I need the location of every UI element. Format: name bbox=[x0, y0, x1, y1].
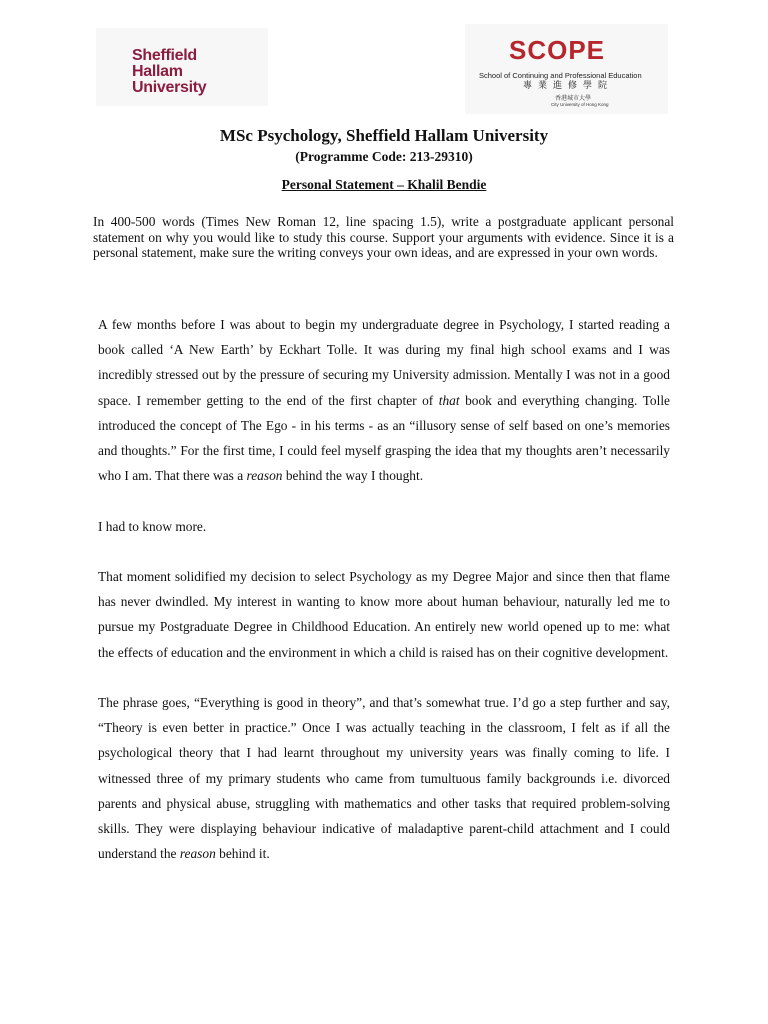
programme-code: (Programme Code: 213-29310) bbox=[295, 149, 473, 164]
essay-paragraph-4 bbox=[98, 690, 670, 866]
essay-p1-text-b: book and everything changing. Tolle introduced the concept of The Ego - in his terms - as an “illusory sense of self based on one’s memories and thoughts.” For the first time, I could feel myself grasping the idea that my thoughts aren’t necessarily who I am. That there was a bbox=[98, 392, 670, 484]
essay-p1-text-c: behind the way I thought. bbox=[282, 468, 424, 484]
scope-logo bbox=[465, 24, 668, 114]
cityu-chinese-name: 香港城市大學 bbox=[555, 95, 592, 102]
document-subtitle: Personal Statement – Khalil Bendie bbox=[281, 177, 487, 192]
essay-p4-text-a: The phrase goes, “Everything is good in theory”, and that’s somewhat true. I’d go a step further and say, “Theory is even better in practice.” Once I was actually teaching in the classroom, I felt as if all the psychological theory that I had learnt throughout my university years was finally coming to life. I witnessed three of my primary students who came from tumultuous family backgrounds i.e. divorced parents and physical abuse, struggling with mathematics and other tasks that required problem-solving skills. They were displaying behaviour indicative of maladaptive parent-child attachment and I could understand the bbox=[98, 695, 670, 862]
sheffield-hallam-wordmark bbox=[132, 48, 206, 96]
essay-p4-emphasis-reason: reason bbox=[179, 846, 216, 862]
scope-subtitle: School of Continuing and Professional Education bbox=[479, 71, 642, 80]
logo-line-hallam: Hallam bbox=[132, 63, 183, 80]
scope-chinese-name: 專業進修學院 bbox=[523, 81, 614, 91]
essay-paragraph-1 bbox=[98, 312, 670, 488]
scope-wordmark: SCOPE bbox=[509, 35, 606, 65]
essay-p1-text-a: A few months before I was about to begin my undergraduate degree in Psychology, I started reading a book called ‘A New Earth’ by Eckhart Tolle. It was during my final high school exams and I was incredibly stressed out by the pressure of securing my University admission. Mentally I was not in a good space. I remember getting to the end of the first chapter of bbox=[98, 317, 670, 408]
logo-line-sheffield: Sheffield bbox=[132, 47, 197, 64]
essay-paragraph-2: I had to know more. bbox=[98, 518, 207, 534]
essay-body bbox=[98, 312, 670, 866]
sheffield-hallam-logo bbox=[96, 28, 268, 106]
essay-p4-text-b: behind it. bbox=[215, 846, 270, 862]
document-title: MSc Psychology, Sheffield Hallam University bbox=[219, 126, 549, 145]
essay-p1-emphasis-reason: reason bbox=[246, 468, 283, 484]
cityu-english-name: City University of Hong Kong bbox=[551, 102, 609, 107]
instructions-paragraph: In 400-500 words (Times New Roman 12, line spacing 1.5), write a postgraduate applicant personal statement on why you would like to study this course. Support your arguments with evidence. Since it is a personal statement, make sure the writing conveys your own ideas, and are expressed in your own words. bbox=[93, 214, 674, 261]
logo-line-university: University bbox=[132, 79, 207, 96]
essay-p1-emphasis-that: that bbox=[438, 392, 460, 408]
essay-paragraph-3: That moment solidified my decision to select Psychology as my Degree Major and since then that flame has never dwindled. My interest in wanting to know more about human behaviour, naturally led me to pursue my Postgraduate Degree in Childhood Education. An entirely new world opened up to me: what the effects of education and the environment in which a child is raised has on their cognitive development. bbox=[98, 569, 670, 660]
